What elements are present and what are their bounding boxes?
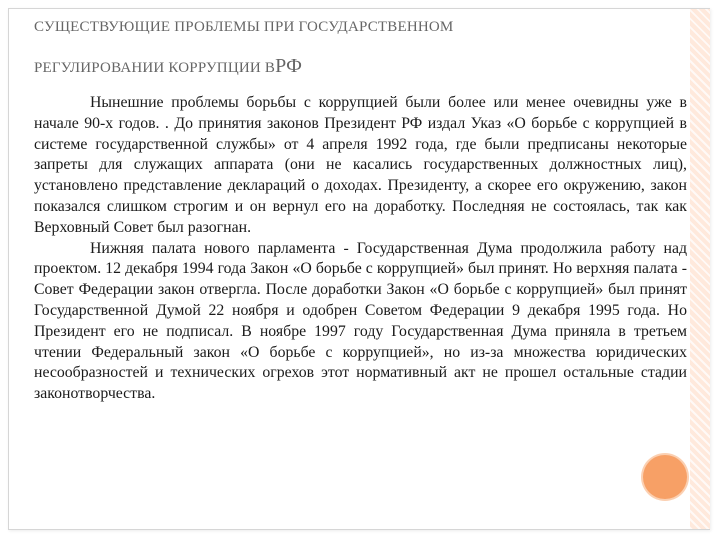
decorative-circle <box>643 455 687 499</box>
title-rf: РФ <box>275 55 303 77</box>
decorative-side-stripe <box>690 9 710 529</box>
title-line-1: СУЩЕСТВУЮЩИЕ ПРОБЛЕМЫ ПРИ ГОСУДАРСТВЕННОМ <box>34 19 454 35</box>
title-line-2-text: РЕГУЛИРОВАНИИ КОРРУПЦИИ В <box>34 60 276 76</box>
paragraph-2: Нижняя палата нового парламента - Государственная Дума продолжила работу над проектом. 12 декабря 1994 года Закон «О борьбе с коррупцией» был принят. Но верхняя палата - Совет Федерации закон отвергла. После доработки Закон «О борьбе с коррупцией» был принят Государственной Думой 22 ноября и одобрен Советом Федерации 9 декабря 1995 года. Но Президент его не подписал. В ноябре 1997 году Государственная Дума приняла в третьем чтении Федеральный закон «О борьбе с коррупцией», но из-за множества юридических несообразностей и технических огрехов этот нормативный акт не прошел остальные стадии законотворчества. <box>34 239 687 403</box>
slide-body <box>34 93 687 405</box>
slide-title <box>34 20 644 97</box>
paragraph-1: Нынешние проблемы борьбы с коррупцией были более или менее очевидны уже в начале 90-х годов. . До принятия законов Президент РФ издал Указ «О борьбе с коррупцией в системе государственной службы» от 4 апреля 1992 года, где были предписаны некоторые запреты для служащих аппарата (они не касались государственных должностных лиц), установлено представление деклараций о доходах. Президенту, а скорее его окружению, закон показался слишком строгим и он вернул его на доработку. Последняя не состоялась, так как Верховный Совет был разогнан. <box>34 94 687 236</box>
title-line-2 <box>34 56 644 76</box>
